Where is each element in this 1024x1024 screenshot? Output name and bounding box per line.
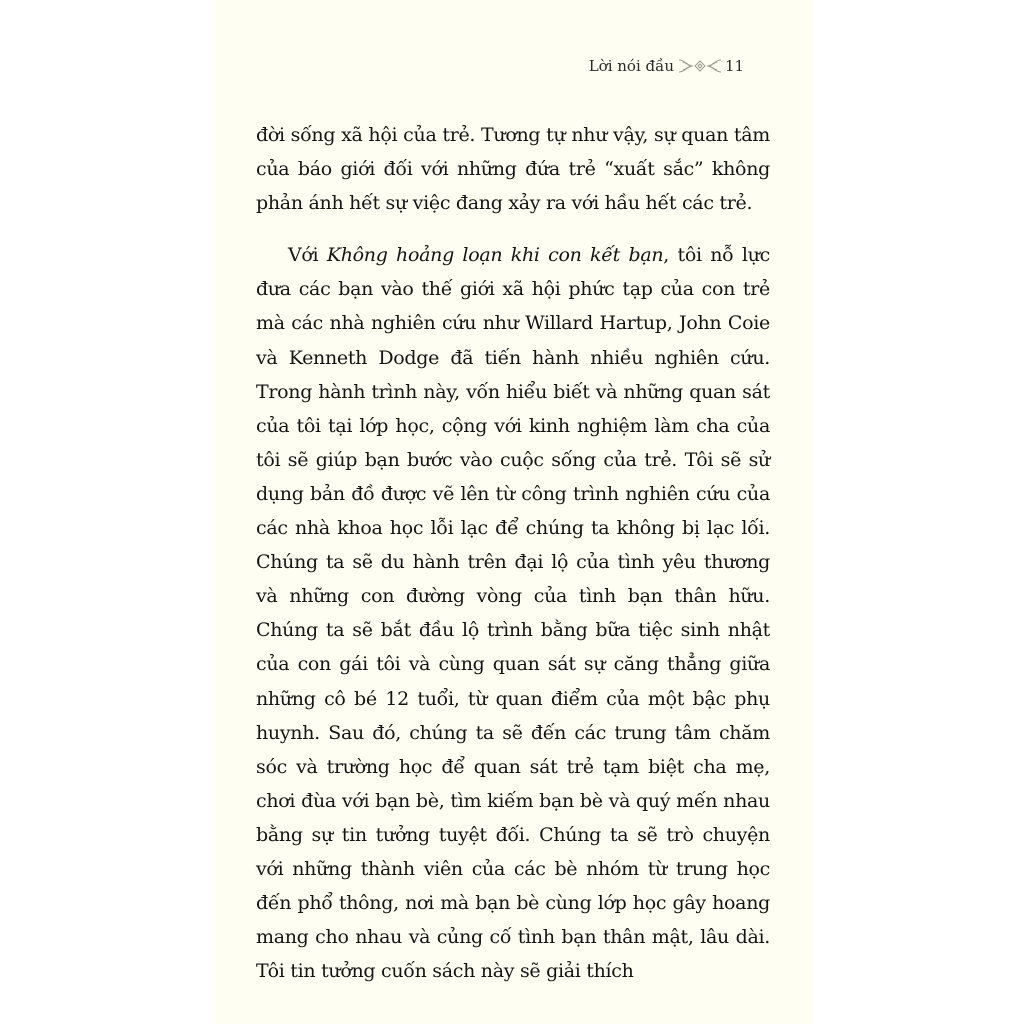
ornament-icon <box>677 57 723 75</box>
paragraph-lead: Với <box>288 244 327 267</box>
body-text <box>256 118 770 988</box>
paragraph-text: , tôi nỗ lực đưa các bạn vào thế giới xã hội phức tạp của con trẻ mà các nhà nghiên cứu như Willard Hartup, John Coie và Kenneth Dodge đã tiến hành nhiều nghiên cứu. Trong hành trình này, vốn hiểu biết và những quan sát của tôi tại lớp học, cộng với kinh nghiệm làm cha của tôi sẽ giúp bạn bước vào cuộc sống của trẻ. Tôi sẽ sử dụng bản đồ được vẽ lên từ công trình nghiên cứu của các nhà khoa học lỗi lạc để chúng ta không bị lạc lối. Chúng ta sẽ du hành trên đại lộ của tình yêu thương và những con đường vòng của tình bạn thân hữu. Chúng ta sẽ bắt đầu lộ trình bằng bữa tiệc sinh nhật của con gái tôi và cùng quan sát sự căng thẳng giữa những cô bé 12 tuổi, từ quan điểm của một bậc phụ huynh. Sau đó, chúng ta sẽ đến các trung tâm chăm sóc và trường học để quan sát trẻ tạm biệt cha mẹ, chơi đùa với bạn bè, tìm kiếm bạn bè và quý mến nhau bằng sự tin tưởng tuyệt đối. Chúng ta sẽ trò chuyện với những thành viên của các bè nhóm từ trung học đến phổ thông, nơi mà bạn bè cùng lớp học gây hoang mang cho nhau và củng cố tình bạn thân mật, lâu dài. Tôi tin tưởng cuốn sách này sẽ giải thích <box>256 244 770 983</box>
paragraph-text: đời sống xã hội của trẻ. Tương tự như vậy, sự quan tâm của báo giới đối với những đứa trẻ “xuất sắc” không phản ánh hết sự việc đang xảy ra với hầu hết các trẻ. <box>256 124 770 215</box>
paragraph <box>256 118 770 220</box>
paragraph <box>256 238 770 988</box>
page-number: 11 <box>725 57 745 75</box>
running-title: Lời nói đầu <box>588 57 674 75</box>
book-page <box>211 0 813 1024</box>
book-title: Không hoảng loạn khi con kết bạn <box>326 244 664 267</box>
page-header <box>211 54 813 78</box>
